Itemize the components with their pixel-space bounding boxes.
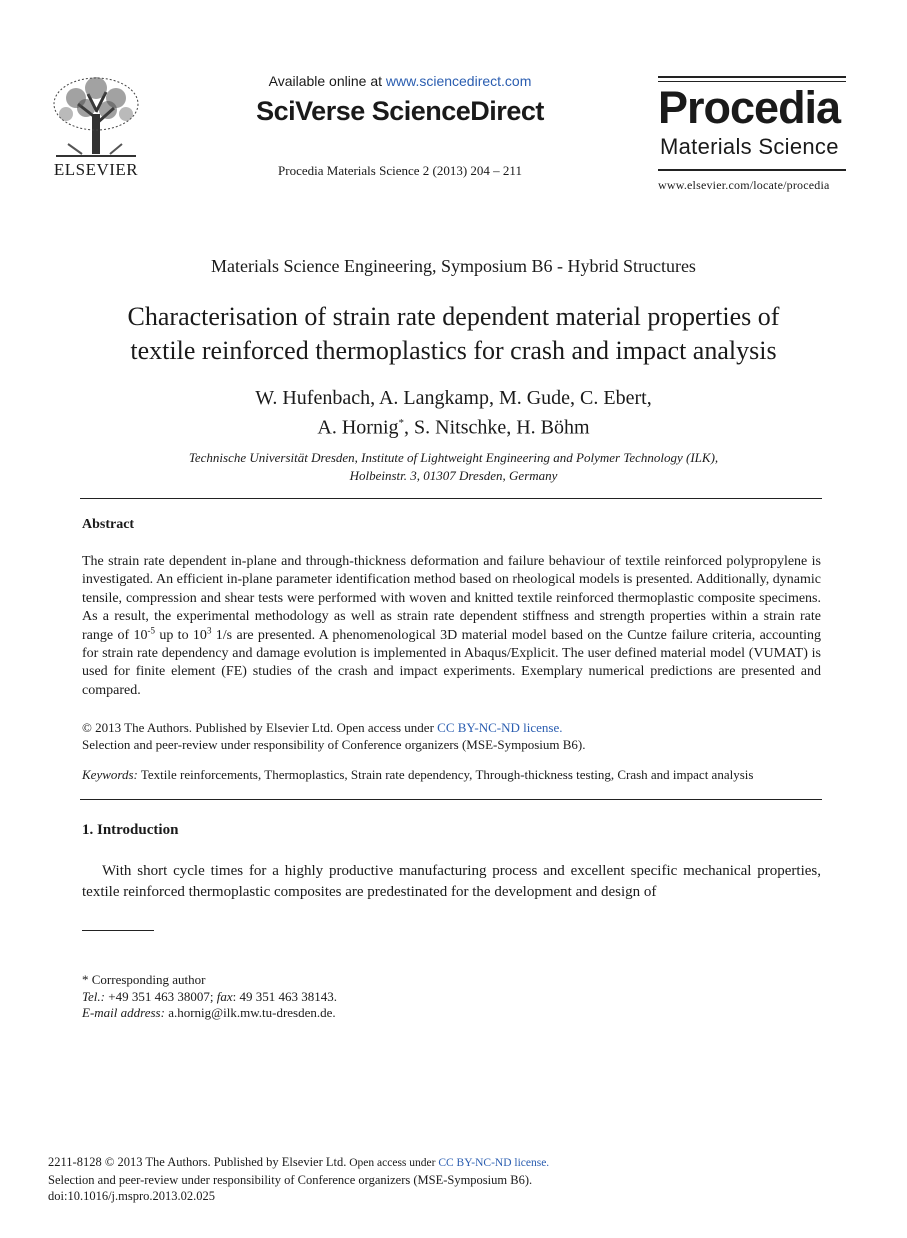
divider	[658, 169, 846, 171]
corresponding-mark: *	[398, 417, 405, 429]
journal-url[interactable]: www.elsevier.com/locate/procedia	[658, 178, 830, 192]
affiliation: Technische Universität Dresden, Institute of Lightweight Engineering and Polymer Technology (ILK), Holbeinstr. 3, 01307 Dresden, Germany	[188, 450, 719, 483]
abstract-heading: Abstract	[82, 517, 135, 532]
page-footer: 2211-8128 © 2013 The Authors. Published by Elsevier Ltd. Open access under CC BY-NC-ND license. Selection and peer-review under responsibility of Conference organizers (MSE-Symposium B6). doi:10.1016/j.mspro.2013.02.025	[48, 1155, 550, 1203]
available-online: Available online at www.sciencedirect.com	[268, 73, 532, 89]
platform-logo: SciVerse ScienceDirect	[256, 96, 544, 126]
copyright-notice: © 2013 The Authors. Published by Elsevier Ltd. Open access under CC BY-NC-ND license. Selection and peer-review under responsibility of Conference organizers (MSE-Symposium B6).	[82, 720, 586, 752]
symposium-title: Materials Science Engineering, Symposium B6 - Hybrid Structures	[211, 256, 696, 276]
paper-title: Characterisation of strain rate dependent material properties of textile reinforced thermoplastics for crash and impact analysis	[127, 302, 780, 365]
elsevier-logo	[48, 74, 144, 178]
abstract-text: The strain rate dependent in-plane and through-thickness deformation and failure behaviour of textile reinforced polypropylene is investigated. An efficient in-plane parameter identification method based on rheological models is presented. Additionally, dynamic tensile, compression and shear tests were performed with woven and knitted textile reinforced thermoplastic composite specimens. As a result, the experimental methodology as well as strain rate dependent stiffness and strength properties within a strain rate range of $10^{-5}$ up to $10^3$ 1/s are presented. A phenomenological 3D material model based on the Cuntze failure criteria, accounting for strain rate dependency and damage evolution is implemented in Abaqus/Explicit. The user defined material model (VUMAT) is used for finite element (FE) studies of the crash and impact experiments. Exemplary numerical predictions are presented and compared.	[82, 554, 821, 698]
intro-text: With short cycle times for a highly productive manufacturing process and excellent specific mechanical properties, textile reinforced thermoplastic composites are predestinated for the development and design of	[82, 863, 821, 900]
sciencedirect-link[interactable]: www.sciencedirect.com	[385, 73, 532, 89]
doi[interactable]: doi:10.1016/j.mspro.2013.02.025	[48, 1189, 216, 1203]
keywords: Keywords: Textile reinforcements, Thermoplastics, Strain rate dependency, Through-thickness testing, Crash and impact analysis	[82, 767, 754, 782]
journal-subtitle: Materials Science	[660, 134, 839, 159]
elsevier-tree-icon	[48, 74, 144, 160]
divider	[658, 76, 846, 78]
divider	[80, 498, 822, 499]
footnote-divider	[82, 930, 154, 931]
email-address[interactable]: a.hornig@ilk.mw.tu-dresden.de.	[164, 1005, 336, 1020]
divider	[80, 799, 822, 800]
journal-reference: Procedia Materials Science 2 (2013) 204 – 211	[278, 163, 522, 178]
footnote: * Corresponding author Tel.: +49 351 463 38007; fax: 49 351 463 38143. E-mail address: a.hornig@ilk.mw.tu-dresden.de.	[82, 972, 337, 1020]
section-heading: 1. Introduction	[82, 822, 179, 838]
publisher-name: ELSEVIER	[53, 160, 139, 179]
footer-license-link[interactable]: CC BY-NC-ND license.	[438, 1157, 550, 1169]
journal-logo: Procedia	[658, 82, 841, 133]
license-link[interactable]: CC BY-NC-ND license.	[437, 720, 563, 735]
authors: W. Hufenbach, A. Langkamp, M. Gude, C. Ebert, A. Hornig*, S. Nitschke, H. Böhm	[255, 387, 652, 439]
